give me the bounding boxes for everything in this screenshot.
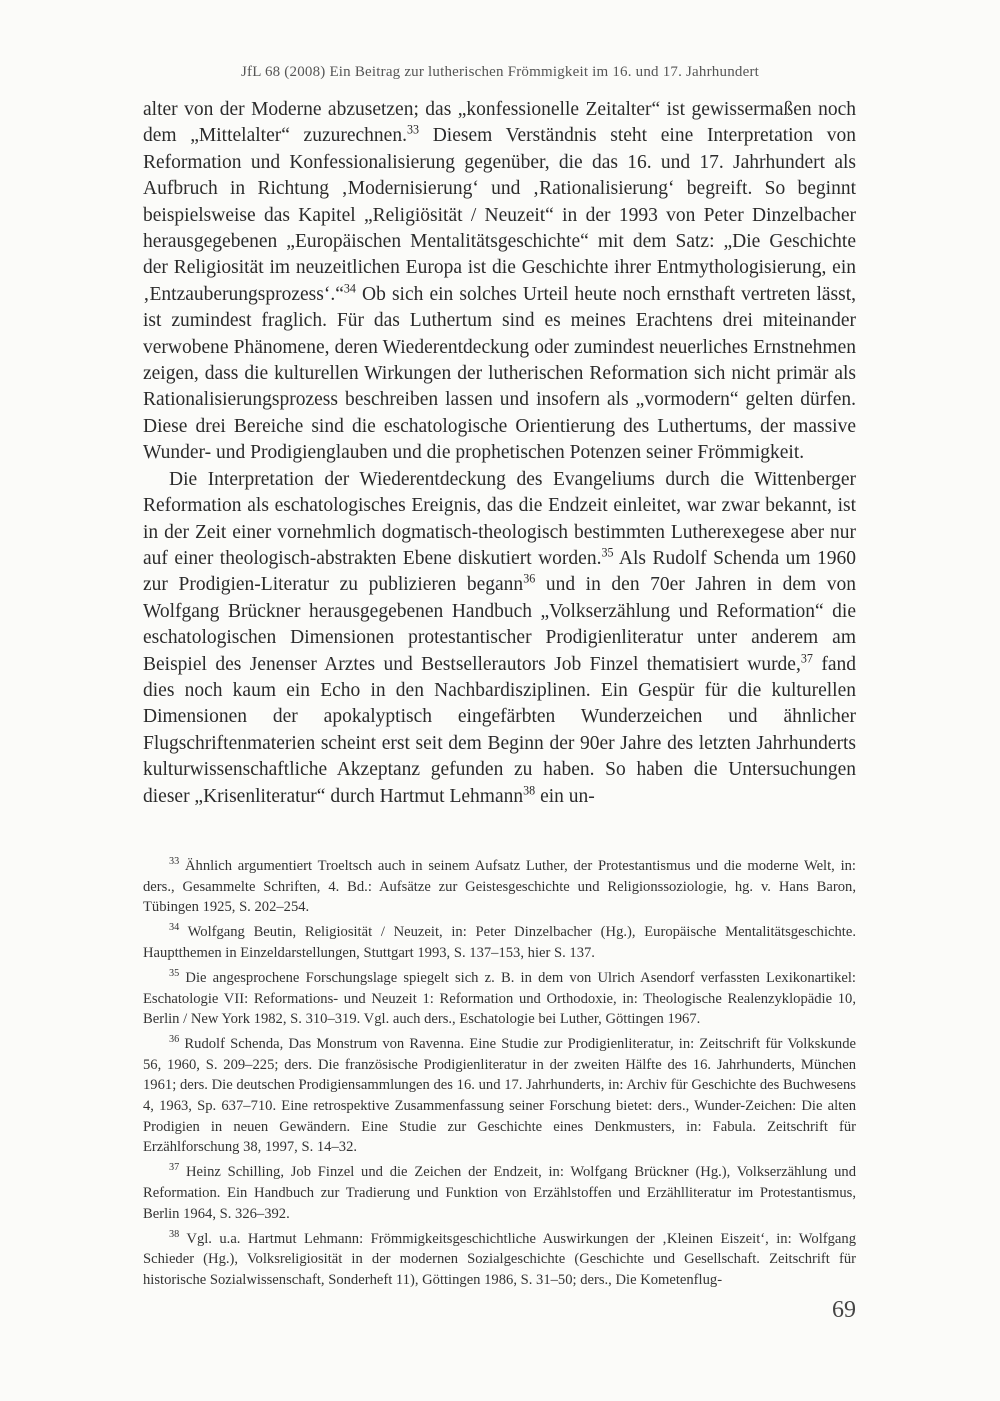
footnote-36 (143, 1034, 856, 1158)
footnote-number: 36 (169, 1034, 180, 1046)
footnote-ref-38[interactable]: 38 (523, 783, 536, 798)
footnote-33 (143, 856, 856, 918)
text-run: Ob sich ein solches Urteil heute noch ernsthaft vertreten lässt, ist zumindest fraglich. Für das Luthertum sind es meines Erachtens drei miteinander verwobene Phänomene, deren Wiederentdeckung oder zumindest neuerliches Ernstnehmen zeigen, dass die kulturellen Wirkungen der lutherischen Reformation sich nicht primär als Rationalisierungsprozess beschreiben lassen und insofern als „vormodern“ gelten dürfen. Diese drei Bereiche sind die eschatologische Orientierung des Luthertums, der massive Wunder- und Prodigienglauben und die prophetischen Potenzen seiner Frömmigkeit. (143, 283, 856, 464)
footnote-ref-36[interactable]: 36 (523, 571, 536, 586)
text-run: und in den 70er Jahren in dem von Wolfgang Brückner herausgegebenen Handbuch „Volkserzählung und Reformation“ die eschatologischen Dimensionen protestantischer Prodigienliteratur unter anderem am Beispiel des Jenenser Arztes und Bestsellerautors Job Finzel thematisiert wurde, (143, 574, 856, 675)
footnote-35 (143, 968, 856, 1030)
footnote-text: Vgl. u.a. Hartmut Lehmann: Frömmigkeitsgeschichtliche Auswirkungen der ‚Kleinen Eiszeit‘, in: Wolfgang Schieder (Hg.), Volksreligiosität in der modernen Sozialgeschichte (Geschichte und Gesellschaft. Zeitschrift für historische Sozialwissenschaft, Sonderheft 11), Göttingen 1986, S. 31–50; ders., Die Kometenflug- (143, 1230, 856, 1288)
text-run: Die Interpretation der Wiederentdeckung des Evangeliums durch die Wittenberger Reformation als eschatologisches Ereignis, das die Endzeit einleitet, war zwar bekannt, ist in der Zeit einer vornehmlich dogmatisch-theologisch bestimmten Lutherexegese aber nur auf einer theologisch-abstrakten Ebene diskutiert worden. (143, 468, 856, 569)
footnote-ref-35[interactable]: 35 (601, 545, 614, 560)
footnote-text: Heinz Schilling, Job Finzel und die Zeichen der Endzeit, in: Wolfgang Brückner (Hg.), Volkserzählung und Reformation. Ein Handbuch zur Tradierung und Funktion von Erzählstoffen und Erzählliteratur im Protestantismus, Berlin 1964, S. 326–392. (143, 1164, 856, 1222)
paragraph-2 (143, 467, 856, 810)
footnote-37 (143, 1162, 856, 1224)
footnote-number: 38 (169, 1228, 180, 1240)
footnote-ref-34[interactable]: 34 (343, 281, 356, 296)
main-text (143, 97, 856, 810)
footnote-text: Ähnlich argumentiert Troeltsch auch in seinem Aufsatz Luther, der Protestantismus und die moderne Welt, in: ders., Gesammelte Schriften, 4. Bd.: Aufsätze zur Geistesgeschichte und Religionssoziologie, hg. v. Hans Baron, Tübingen 1925, S. 202–254. (143, 858, 856, 916)
text-run: ein un- (535, 785, 595, 807)
footnote-number: 33 (169, 856, 180, 868)
text-run: alter von der Moderne abzusetzen; das „konfessionelle Zeitalter“ ist gewissermaßen noch dem „Mittelalter“ zuzurechnen. (143, 99, 856, 147)
footnote-number: 34 (169, 922, 180, 934)
text-run: fand dies noch kaum ein Echo in den Nachbardisziplinen. Ein Gespür für die kulturellen Dimensionen der apokalyptisch eingefärbten Wunderzeichen und ähnlicher Flugschriftenmaterien scheint erst seit dem Beginn der 90er Jahre des letzten Jahrhunderts kulturwissenschaftliche Akzeptanz gefunden zu haben. So haben die Untersuchungen dieser „Krisenliteratur“ durch Hartmut Lehmann (143, 653, 856, 807)
footnote-text: Wolfgang Beutin, Religiosität / Neuzeit, in: Peter Dinzelbacher (Hg.), Europäische Mentalitätsgeschichte. Hauptthemen in Einzeldarstellungen, Stuttgart 1993, S. 137–153, hier S. 137. (143, 924, 856, 961)
footnote-number: 35 (169, 968, 180, 980)
footnote-34 (143, 922, 856, 963)
footnote-38 (143, 1229, 856, 1291)
footnote-text: Rudolf Schenda, Das Monstrum von Ravenna. Eine Studie zur Prodigienliteratur, in: Zeitschrift für Volkskunde 56, 1960, S. 209–225; ders. Die französische Prodigienliteratur in der zweiten Hälfte des 16. Jahrhunderts, München 1961; ders. Die deutschen Prodigiensammlungen des 16. und 17. Jahrhunderts, in: Archiv für Geschichte des Buchwesens 4, 1963, Sp. 637–710. Eine retrospektive Zusammenfassung seiner Forschung bietet: ders., Wunder-Zeichen: Die alten Prodigien in neuen Gewändern. Eine Studie zur Geschichte eines Denkmusters, in: Fabula. Zeitschrift für Erzählforschung 38, 1997, S. 14–32. (143, 1036, 856, 1156)
footnote-ref-37[interactable]: 37 (800, 651, 813, 666)
footnotes (143, 856, 856, 1295)
footnote-number: 37 (169, 1162, 180, 1174)
footnote-ref-33[interactable]: 33 (406, 122, 420, 137)
text-run: Als Rudolf Schenda um 1960 zur Prodigien-Literatur zu publizieren begann (143, 547, 856, 596)
page-number: 69 (832, 1297, 856, 1323)
text-run: Diesem Verständnis steht eine Interpretation von Reformation und Konfessionalisierung gegenüber, die das 16. und 17. Jahrhundert als Aufbruch in Richtung ‚Modernisierung‘ und ‚Rationalisierung‘ begreift. So beginnt beispielsweise das Kapitel „Religiösität / Neuzeit“ in der 1993 von Peter Dinzelbacher herausgegebenen „Europäischen Mentalitätsgeschichte“ mit dem Satz: „Die Geschichte der Religiosität im neuzeitlichen Europa ist die Geschichte ihrer Entmythologisierung, ein ‚Entzauberungsprozess‘.“ (143, 125, 856, 305)
running-header: JfL 68 (2008) Ein Beitrag zur lutherischen Frömmigkeit im 16. und 17. Jahrhundert (240, 64, 760, 80)
paragraph-1 (143, 97, 856, 467)
footnote-text: Die angesprochene Forschungslage spiegelt sich z. B. in dem von Ulrich Asendorf verfassten Lexikonartikel: Eschatologie VII: Reformations- und Neuzeit 1: Reformation und Orthodoxie, in: Theologische Realenzyklopädie 10, Berlin / New York 1982, S. 310–319. Vgl. auch ders., Eschatologie bei Luther, Göttingen 1967. (143, 969, 856, 1028)
